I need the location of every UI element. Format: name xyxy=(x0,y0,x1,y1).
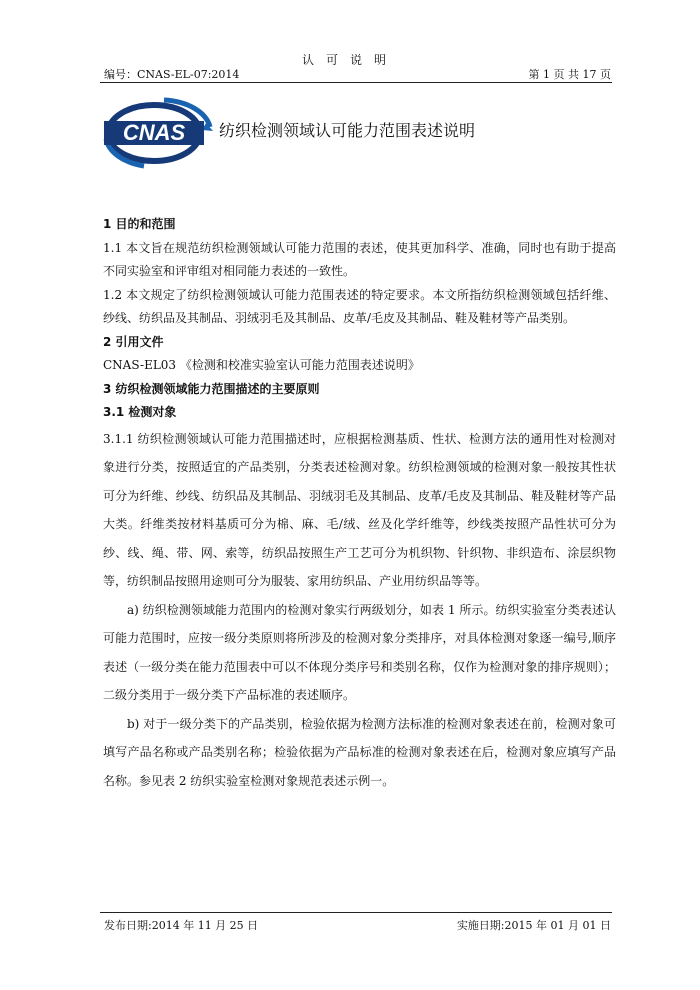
footer-divider xyxy=(100,912,612,913)
header-divider xyxy=(100,82,612,83)
section-2-reference: CNAS-EL03 《检测和校准实验室认可能力范围表述说明》 xyxy=(103,358,420,372)
section-1-heading: 1 目的和范围 xyxy=(103,217,176,231)
document-title: 纺织检测领域认可能力范围表述说明 xyxy=(219,121,476,140)
section-3-1-1: 3.1.1 纺织检测领域认可能力范围描述时，应根据检测基质、性状、检测方法的通用性对检测对象进行分类，按照适宜的产品类别，分类表述检测对象。纺织检测领域的检测对象一般按其性状可分为纤维、纱线、纺织品及其制品、羽绒羽毛及其制品、皮革/毛皮及其制品、鞋及鞋材等产品大类。纤维类按材料基质可分为棉、麻、毛/绒、丝及化学纤维等，纱线类按照产品性状可分为纱、线、绳、带、网、索等，纺织品按照生产工艺可分为机织物、针织物、非织造布、涂层织物等，纺织制品按照用途则可分为服装、家用纺织品、产业用纺织品等等。 xyxy=(103,431,616,588)
document-body xyxy=(103,213,616,795)
effective-date: 实施日期:2015 年 01 月 01 日 xyxy=(456,919,611,932)
cnas-logo xyxy=(102,97,214,169)
section-3-1-heading: 3.1 检测对象 xyxy=(103,405,177,419)
issue-date: 发布日期:2014 年 11 月 25 日 xyxy=(104,919,259,932)
section-1-1: 1.1 本文旨在规范纺织检测领域认可能力范围的表述，使其更加科学、准确，同时也有助于提高不同实验室和评审组对相同能力表述的一致性。 xyxy=(103,240,616,278)
paragraph-b: b) 对于一级分类下的产品类别，检验依据为检测方法标准的检测对象表述在前，检测对象可填写产品名称或产品类别名称；检验依据为产品标准的检测对象表述在后，检测对象应填写产品名称。参见表 2 纺织实验室检测对象规范表述示例一。 xyxy=(103,716,616,788)
section-1-2: 1.2 本文规定了纺织检测领域认可能力范围表述的特定要求。本文所指纺织检测领域包括纤维、纱线、纺织品及其制品、羽绒羽毛及其制品、皮革/毛皮及其制品、鞋及鞋材等产品类别。 xyxy=(103,287,616,325)
section-2-heading: 2 引用文件 xyxy=(103,334,164,349)
page-indicator: 第 1 页 共 17 页 xyxy=(528,68,611,81)
document-code: 编号：CNAS-EL-07:2014 xyxy=(104,68,240,81)
cnas-logo-text: CNAS xyxy=(122,120,186,145)
header-title: 认可说明 xyxy=(301,53,398,67)
paragraph-a: a) 纺织检测领域能力范围内的检测对象实行两级划分，如表 1 所示。纺织实验室分类表述认可能力范围时，应按一级分类原则将所涉及的检测对象分类排序，对具体检测对象逐一编号,顺序表述（一级分类在能力范围表中可以不体现分类序号和类别名称，仅作为检测对象的排序规则）；二级分类用于一级分类下产品标准的表述顺序。 xyxy=(103,602,616,702)
section-3-heading: 3 纺织检测领域能力范围描述的主要原则 xyxy=(103,381,320,396)
